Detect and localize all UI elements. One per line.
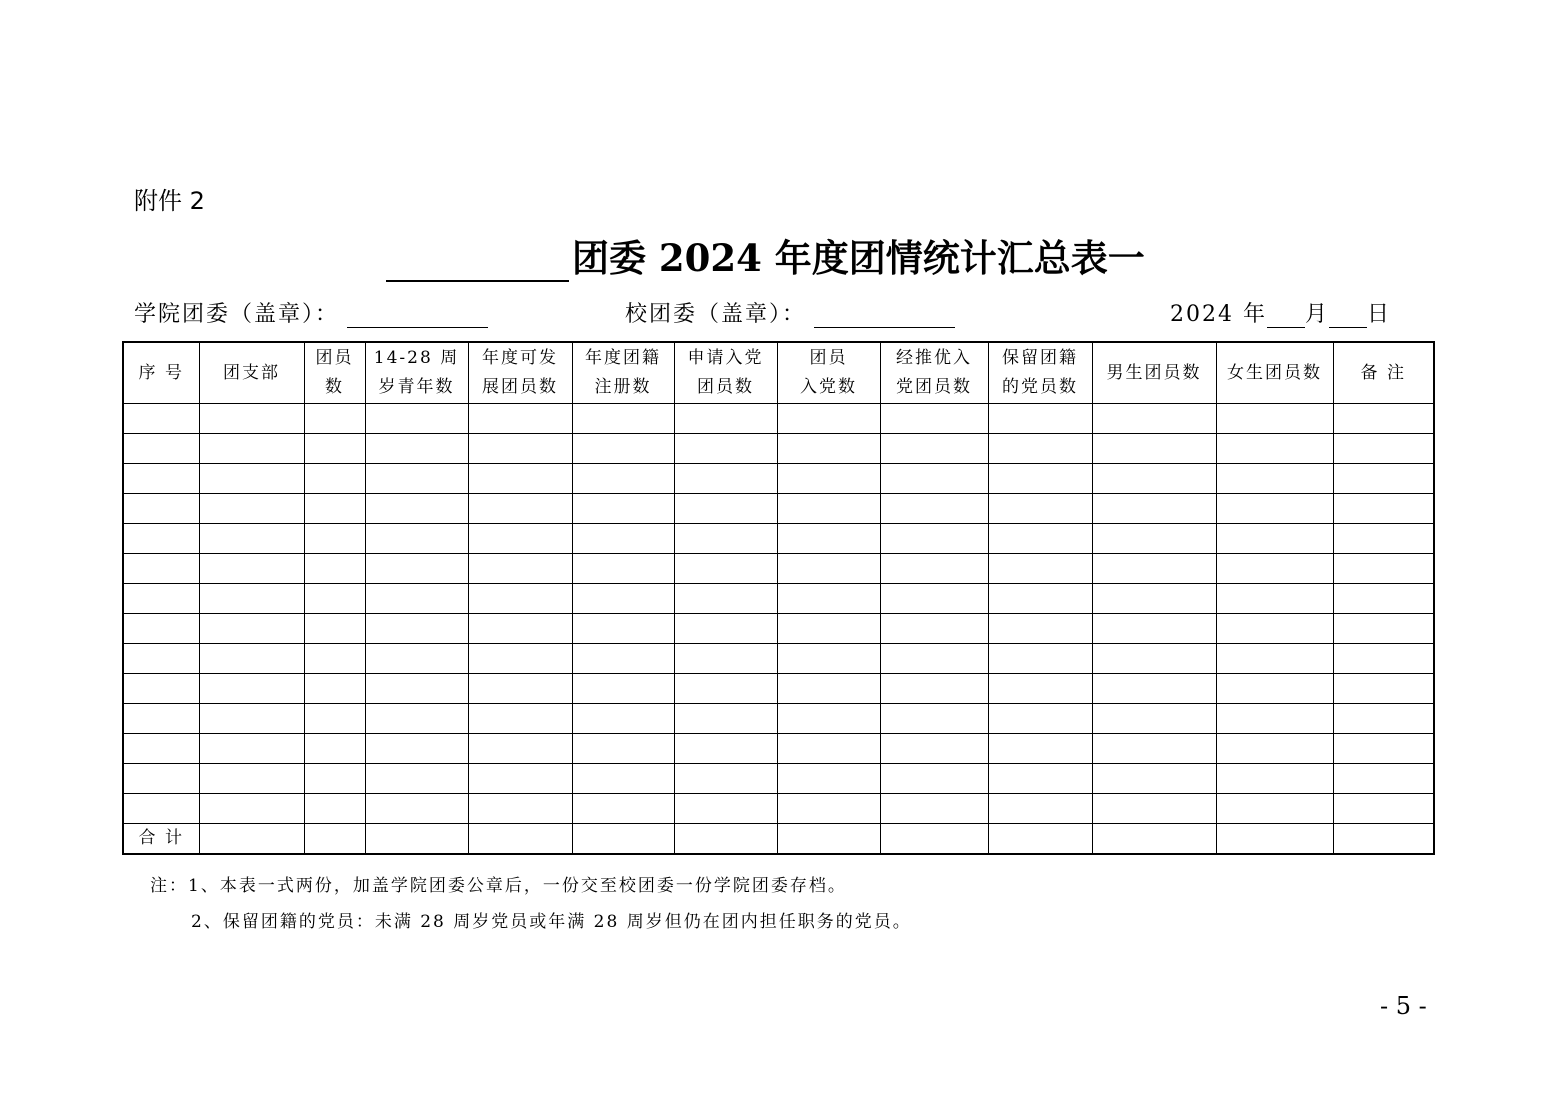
table-cell xyxy=(572,584,674,614)
table-cell xyxy=(777,764,880,794)
title-text: 团委 2024 年度团情统计汇总表一 xyxy=(572,236,1145,280)
column-header xyxy=(572,342,674,404)
table-cell xyxy=(123,614,199,644)
table-cell xyxy=(1216,764,1333,794)
table-row xyxy=(123,734,1434,764)
table-cell xyxy=(123,524,199,554)
table-cell xyxy=(199,524,304,554)
column-header-line: 申请入党 xyxy=(687,348,764,368)
table-cell xyxy=(777,434,880,464)
table-cell xyxy=(365,644,468,674)
table-cell xyxy=(199,644,304,674)
day-blank xyxy=(1329,301,1367,328)
table-cell xyxy=(674,704,777,734)
table-cell xyxy=(304,554,365,584)
table-cell xyxy=(674,644,777,674)
table-cell xyxy=(304,584,365,614)
table-cell xyxy=(365,404,468,434)
table-row xyxy=(123,404,1434,434)
table-cell xyxy=(365,674,468,704)
table-cell xyxy=(1216,494,1333,524)
table-cell xyxy=(199,764,304,794)
table-cell xyxy=(365,434,468,464)
column-header-line: 年度团籍 xyxy=(585,348,661,368)
table-cell xyxy=(1333,734,1434,764)
table-row xyxy=(123,584,1434,614)
table-cell xyxy=(365,464,468,494)
table-cell xyxy=(880,494,988,524)
table-cell xyxy=(572,464,674,494)
table-cell xyxy=(1216,614,1333,644)
table-cell xyxy=(1333,794,1434,824)
table-cell xyxy=(468,734,572,764)
table-row xyxy=(123,644,1434,674)
table-cell xyxy=(572,794,674,824)
column-header-line: 团员 xyxy=(315,348,354,368)
column-header-line: 序 号 xyxy=(138,362,184,383)
column-header xyxy=(304,342,365,404)
table-cell xyxy=(674,734,777,764)
table-cell xyxy=(988,614,1092,644)
column-header-line: 备 注 xyxy=(1360,362,1406,383)
table-cell xyxy=(777,734,880,764)
table-cell xyxy=(777,824,880,855)
table-cell xyxy=(123,644,199,674)
note-2: 2、保留团籍的党员：未满 28 周岁党员或年满 28 周岁但仍在团内担任职务的党员。 xyxy=(191,912,912,932)
table-cell xyxy=(1092,524,1216,554)
table-cell xyxy=(1092,644,1216,674)
table-cell xyxy=(1216,644,1333,674)
column-header xyxy=(123,342,199,404)
total-row xyxy=(123,824,1434,855)
table-cell xyxy=(468,794,572,824)
table-cell xyxy=(123,674,199,704)
table-cell xyxy=(1333,464,1434,494)
table-cell xyxy=(123,404,199,434)
table-cell xyxy=(304,674,365,704)
table-cell xyxy=(1333,614,1434,644)
table-cell xyxy=(674,764,777,794)
table-cell xyxy=(1333,404,1434,434)
table-cell xyxy=(674,494,777,524)
table-cell xyxy=(304,764,365,794)
table-cell xyxy=(1333,674,1434,704)
table-cell xyxy=(365,704,468,734)
table-cell xyxy=(988,524,1092,554)
table-cell xyxy=(304,404,365,434)
column-header-line: 数 xyxy=(325,377,344,397)
total-label: 合 计 xyxy=(123,824,199,855)
table-cell xyxy=(880,554,988,584)
table-cell xyxy=(1333,554,1434,584)
attachment-label: 附件 2 xyxy=(134,187,205,215)
column-header-line: 入党数 xyxy=(800,377,857,397)
table-cell xyxy=(572,824,674,855)
column-header-line: 保留团籍 xyxy=(1002,348,1078,368)
table-cell xyxy=(880,824,988,855)
table-cell xyxy=(880,584,988,614)
table-cell xyxy=(468,464,572,494)
day-label: 日 xyxy=(1367,302,1392,327)
column-header xyxy=(1216,342,1333,404)
table-cell xyxy=(572,404,674,434)
table-cell xyxy=(365,494,468,524)
table-cell xyxy=(988,584,1092,614)
table-cell xyxy=(199,704,304,734)
table-row xyxy=(123,524,1434,554)
column-header-line: 团员数 xyxy=(697,377,754,397)
table-cell xyxy=(674,404,777,434)
table-cell xyxy=(880,704,988,734)
table-cell xyxy=(365,614,468,644)
table-cell xyxy=(1216,734,1333,764)
table-cell xyxy=(123,434,199,464)
table-cell xyxy=(199,554,304,584)
table-cell xyxy=(304,494,365,524)
column-header xyxy=(988,342,1092,404)
table-cell xyxy=(1333,584,1434,614)
table-row xyxy=(123,674,1434,704)
table-cell xyxy=(1092,614,1216,644)
table-cell xyxy=(468,494,572,524)
table-cell xyxy=(365,764,468,794)
column-header xyxy=(365,342,468,404)
table-cell xyxy=(1092,824,1216,855)
table-cell xyxy=(572,494,674,524)
table-cell xyxy=(123,704,199,734)
table-cell xyxy=(880,404,988,434)
school-stamp-blank xyxy=(814,301,955,328)
table-row xyxy=(123,494,1434,524)
table-row xyxy=(123,764,1434,794)
table-cell xyxy=(674,614,777,644)
college-stamp xyxy=(134,297,488,328)
column-header-line: 党团员数 xyxy=(896,377,972,397)
table-cell xyxy=(1216,434,1333,464)
table-cell xyxy=(674,824,777,855)
table-cell xyxy=(1333,704,1434,734)
table-cell xyxy=(777,494,880,524)
column-header xyxy=(777,342,880,404)
table-cell xyxy=(1333,434,1434,464)
table-cell xyxy=(988,434,1092,464)
column-header-line: 展团员数 xyxy=(482,377,558,397)
table-cell xyxy=(777,464,880,494)
school-stamp-label: 校团委（盖章）： xyxy=(625,302,807,327)
table-cell xyxy=(572,704,674,734)
table-cell xyxy=(572,734,674,764)
table-cell xyxy=(572,554,674,584)
table-cell xyxy=(988,404,1092,434)
column-header xyxy=(1333,342,1434,404)
table-cell xyxy=(468,614,572,644)
page-title xyxy=(386,232,1145,282)
table-cell xyxy=(880,734,988,764)
column-header-line: 团支部 xyxy=(223,362,280,383)
table-cell xyxy=(199,674,304,704)
table-cell xyxy=(365,584,468,614)
table-cell xyxy=(1092,674,1216,704)
table-cell xyxy=(572,764,674,794)
table-cell xyxy=(304,794,365,824)
table-cell xyxy=(988,674,1092,704)
table-cell xyxy=(674,464,777,494)
table-cell xyxy=(304,614,365,644)
table-row xyxy=(123,554,1434,584)
table-cell xyxy=(1092,464,1216,494)
table-cell xyxy=(1092,794,1216,824)
table-cell xyxy=(199,824,304,855)
table-row xyxy=(123,704,1434,734)
table-cell xyxy=(1092,734,1216,764)
table-cell xyxy=(1333,524,1434,554)
column-header xyxy=(880,342,988,404)
column-header xyxy=(1092,342,1216,404)
table-cell xyxy=(777,614,880,644)
table-cell xyxy=(572,644,674,674)
column-header-line: 14-28 周 xyxy=(373,348,460,368)
table-cell xyxy=(468,764,572,794)
college-stamp-label: 学院团委（盖章）： xyxy=(134,302,340,327)
table-cell xyxy=(988,734,1092,764)
table-cell xyxy=(572,614,674,644)
table-cell xyxy=(468,674,572,704)
table-cell xyxy=(572,434,674,464)
table-cell xyxy=(988,704,1092,734)
table-cell xyxy=(1333,764,1434,794)
table-cell xyxy=(1092,584,1216,614)
table-cell xyxy=(1216,794,1333,824)
table-cell xyxy=(777,554,880,584)
table-cell xyxy=(988,764,1092,794)
table-cell xyxy=(880,794,988,824)
table-cell xyxy=(1216,554,1333,584)
table-cell xyxy=(1092,494,1216,524)
table-cell xyxy=(468,434,572,464)
table-cell xyxy=(304,824,365,855)
column-header-line: 注册数 xyxy=(594,377,652,397)
table-cell xyxy=(365,524,468,554)
table-row xyxy=(123,794,1434,824)
table-cell xyxy=(199,494,304,524)
table-cell xyxy=(1092,554,1216,584)
table-cell xyxy=(988,824,1092,855)
page-number: - 5 - xyxy=(1380,992,1427,1020)
school-stamp xyxy=(625,297,955,328)
column-header-line: 岁青年数 xyxy=(378,377,455,397)
table-cell xyxy=(304,734,365,764)
table-cell xyxy=(674,584,777,614)
table-cell xyxy=(468,704,572,734)
table-cell xyxy=(1333,644,1434,674)
table-cell xyxy=(1216,404,1333,434)
table-cell xyxy=(199,404,304,434)
table-cell xyxy=(468,824,572,855)
table-cell xyxy=(880,644,988,674)
table-cell xyxy=(468,554,572,584)
table-cell xyxy=(304,434,365,464)
table-cell xyxy=(674,554,777,584)
table-cell xyxy=(1216,524,1333,554)
table-cell xyxy=(365,734,468,764)
table-cell xyxy=(123,584,199,614)
table-cell xyxy=(1216,584,1333,614)
table-cell xyxy=(880,524,988,554)
column-header-line: 团员 xyxy=(809,348,848,368)
note-1: 注：1、本表一式两份，加盖学院团委公章后，一份交至校团委一份学院团委存档。 xyxy=(150,876,847,896)
table-cell xyxy=(304,524,365,554)
table-cell xyxy=(468,644,572,674)
table-cell xyxy=(988,494,1092,524)
year-label: 2024 年 xyxy=(1170,302,1267,327)
column-header xyxy=(468,342,572,404)
table-cell xyxy=(123,554,199,584)
table-cell xyxy=(674,794,777,824)
table-cell xyxy=(1333,494,1434,524)
table-cell xyxy=(777,404,880,434)
table-cell xyxy=(123,764,199,794)
column-header xyxy=(674,342,777,404)
table-cell xyxy=(304,704,365,734)
table-row xyxy=(123,464,1434,494)
month-blank xyxy=(1267,301,1305,328)
table-cell xyxy=(365,554,468,584)
table-cell xyxy=(1092,704,1216,734)
column-header-line: 经推优入 xyxy=(896,348,972,368)
table-cell xyxy=(674,524,777,554)
column-header xyxy=(199,342,304,404)
table-cell xyxy=(365,824,468,855)
table-cell xyxy=(199,464,304,494)
table-row xyxy=(123,434,1434,464)
table-cell xyxy=(777,584,880,614)
table-cell xyxy=(123,464,199,494)
table-cell xyxy=(988,644,1092,674)
table-header-row xyxy=(123,342,1434,404)
statistics-table xyxy=(122,341,1435,855)
table-cell xyxy=(1092,434,1216,464)
table-cell xyxy=(468,584,572,614)
table-cell xyxy=(880,434,988,464)
table-cell xyxy=(468,524,572,554)
table-cell xyxy=(468,404,572,434)
column-header-line: 的党员数 xyxy=(1002,377,1078,397)
college-stamp-blank xyxy=(347,301,488,328)
table-cell xyxy=(880,464,988,494)
table-cell xyxy=(199,434,304,464)
table-cell xyxy=(880,614,988,644)
table-cell xyxy=(1216,824,1333,855)
table-cell xyxy=(777,704,880,734)
table-cell xyxy=(199,614,304,644)
table-cell xyxy=(199,794,304,824)
table-cell xyxy=(572,674,674,704)
table-cell xyxy=(199,734,304,764)
table-cell xyxy=(988,554,1092,584)
month-label: 月 xyxy=(1304,302,1329,327)
column-header-line: 年度可发 xyxy=(482,348,558,368)
table-cell xyxy=(304,644,365,674)
table-cell xyxy=(777,794,880,824)
table-cell xyxy=(880,674,988,704)
table-cell xyxy=(1092,404,1216,434)
table-cell xyxy=(777,524,880,554)
table-cell xyxy=(123,794,199,824)
title-blank-line xyxy=(386,236,569,282)
table-cell xyxy=(365,794,468,824)
column-header-line: 女生团员数 xyxy=(1227,362,1322,383)
table-cell xyxy=(1333,824,1434,855)
table-cell xyxy=(572,524,674,554)
table-cell xyxy=(988,464,1092,494)
table-cell xyxy=(199,584,304,614)
table-cell xyxy=(1216,464,1333,494)
table-cell xyxy=(777,674,880,704)
table-cell xyxy=(123,734,199,764)
table-cell xyxy=(674,434,777,464)
table-cell xyxy=(304,464,365,494)
date-field xyxy=(1170,297,1391,328)
table-cell xyxy=(988,794,1092,824)
table-cell xyxy=(1216,704,1333,734)
table-cell xyxy=(674,674,777,704)
column-header-line: 男生团员数 xyxy=(1106,362,1202,383)
table-cell xyxy=(880,764,988,794)
table-cell xyxy=(123,494,199,524)
table-cell xyxy=(777,644,880,674)
table-cell xyxy=(1092,764,1216,794)
table-cell xyxy=(1216,674,1333,704)
table-row xyxy=(123,614,1434,644)
